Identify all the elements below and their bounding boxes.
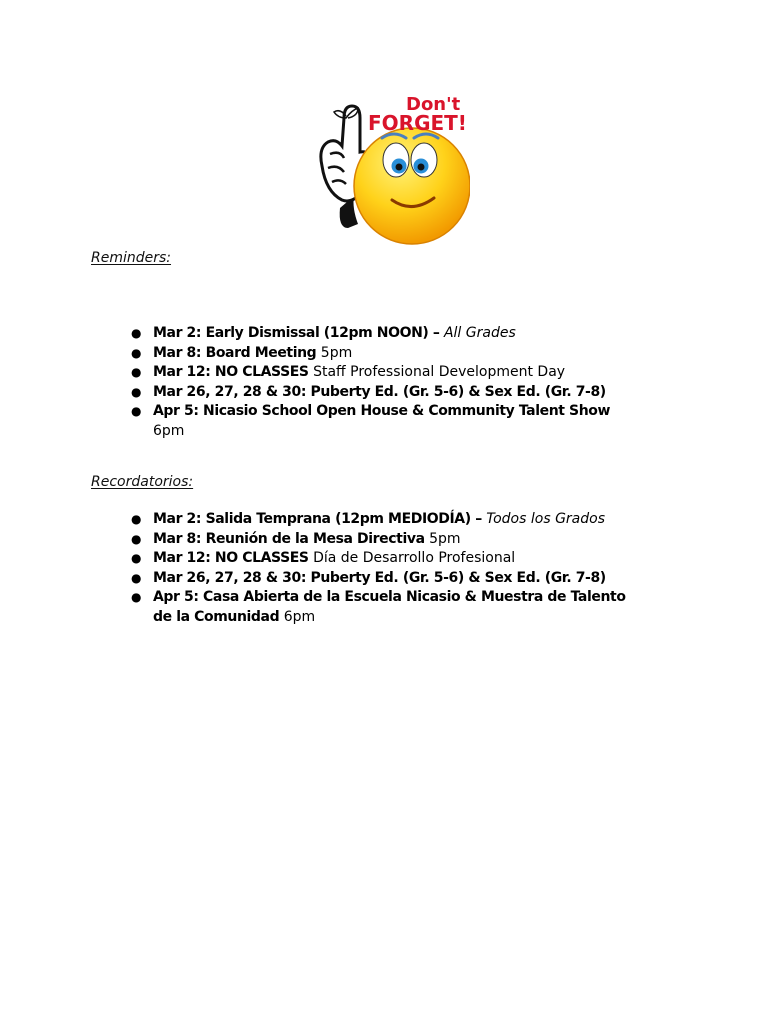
dont-forget-smiley-image xyxy=(300,88,470,256)
recordatorios-list xyxy=(131,510,631,627)
list-item: ● Mar 26, 27, 28 & 30: Puberty Ed. (Gr. 5-6) & Sex Ed. (Gr. 7-8) xyxy=(131,383,606,400)
list-item: ● Mar 12: NO CLASSES Día de Desarrollo Profesional xyxy=(131,550,516,566)
reminders-heading: Reminders: xyxy=(91,250,172,266)
list-item: ● Mar 8: Board Meeting 5pm xyxy=(131,344,353,361)
list-item: ● Mar 26, 27, 28 & 30: Puberty Ed. (Gr. 5-6) & Sex Ed. (Gr. 7-8) xyxy=(131,569,606,586)
graphic-line2: FORGET! xyxy=(368,111,467,135)
list-item: ● Mar 2: Early Dismissal (12pm NOON) – All Grades xyxy=(131,325,516,341)
recordatorios-heading: Recordatorios: xyxy=(91,474,194,490)
list-item: ● Mar 12: NO CLASSES Staff Professional Development Day xyxy=(131,364,566,380)
list-item: ● Apr 5: Casa Abierta de la Escuela Nicasio & Muestra de Talento de la Comunidad 6pm xyxy=(131,589,626,625)
list-item: ● Mar 8: Reunión de la Mesa Directiva 5pm xyxy=(131,530,461,547)
list-item: ● Mar 2: Salida Temprana (12pm MEDIODÍA) – Todos los Grados xyxy=(131,511,605,527)
reminders-list xyxy=(131,324,631,441)
list-item: ● Apr 5: Nicasio School Open House & Community Talent Show 6pm xyxy=(131,403,611,439)
graphic-line1: Don't xyxy=(406,94,461,115)
